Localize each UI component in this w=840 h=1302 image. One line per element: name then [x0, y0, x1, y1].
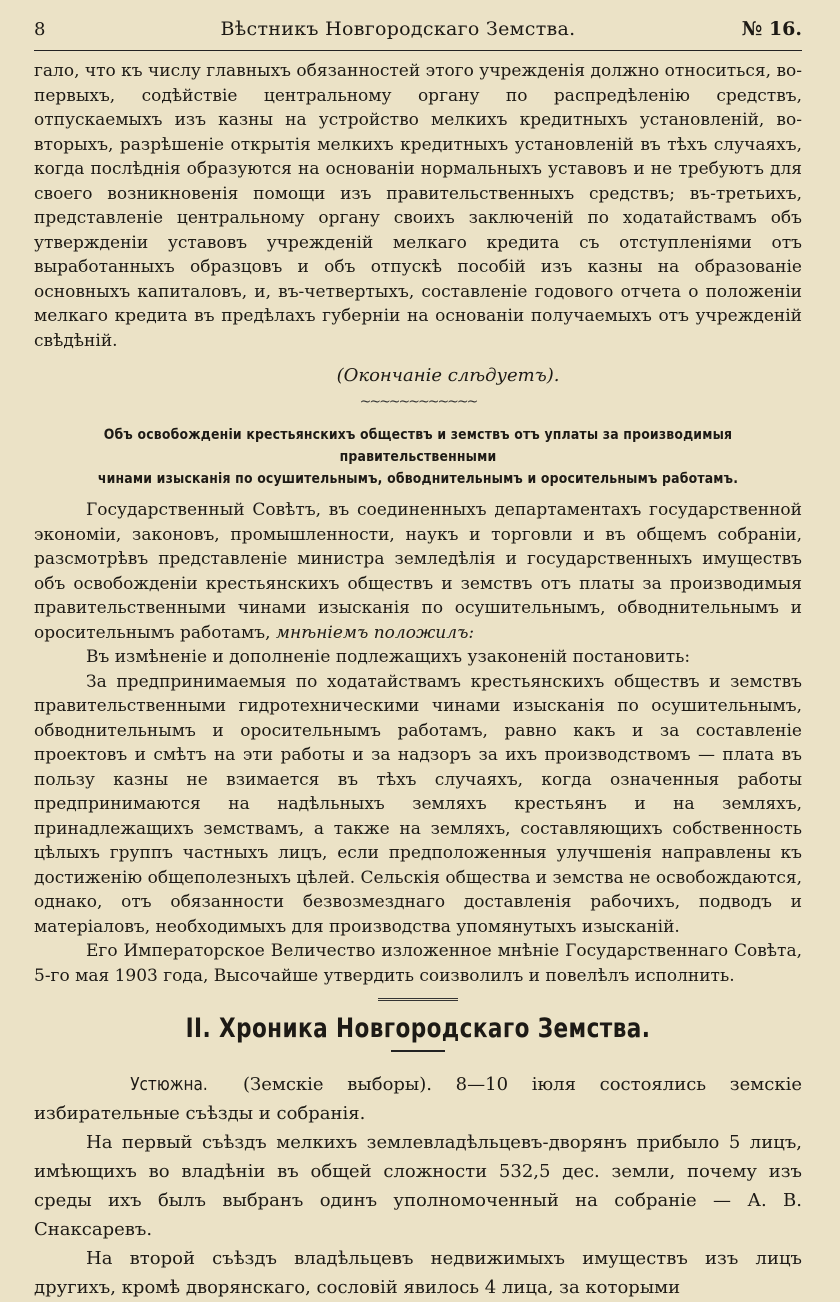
intro-paragraph: гало, что къ числу главныхъ обязанностей этого учрежденія должно относиться, во-первыхъ, содѣйствіе центральному органу по распредѣленію средствъ, отпускаемыхъ изъ казны на устройство мелкихъ кредитныхъ установленій, во-вторыхъ, разрѣшеніе открытія мелкихъ кредитныхъ установленій въ тѣхъ случаяхъ, когда послѣднія образуются на основаніи нормальныхъ уставовъ и не требуютъ для своего возникновенія помощи изъ правительственныхъ средствъ; въ-третьихъ, представленіе центральному органу своихъ заключеній по ходатайствамъ объ утвержденіи уставовъ учрежденій мелкаго кредита съ отступленіями отъ выработанныхъ образцовъ и объ отпускѣ пособій изъ казны на образованіе основныхъ капиталовъ, и, въ-четвертыхъ, составленіе годового отчета о положеніи мелкаго кредита въ предѣлахъ губерніи на основаніи получаемыхъ отъ учрежденій свѣдѣній. [34, 61, 802, 351]
journal-title: Вѣстникъ Новгородскаго Земства. [220, 18, 576, 40]
news-block [34, 1070, 802, 1302]
decree-paragraph-3: За предпринимаемыя по ходатайствамъ крестьянскихъ обществъ и земствъ правительственными гидротехническими чинами изысканія по осушительнымъ, обводнительнымъ и оросительнымъ работамъ, равно какъ и за составленіе проектовъ и смѣтъ на эти работы и за надзоръ за ихъ производствомъ — плата въ пользу казны не взимается въ тѣхъ случаяхъ, когда означенныя работы предпринимаются на надѣльныхъ земляхъ крестьянъ и на земляхъ, принадлежащихъ земствамъ, а также на земляхъ, составляющихъ собственность цѣлыхъ группъ частныхъ лицъ, если предположенныя улучшенія направлены къ достиженію общеполезныхъ цѣлей. Сельскія общества и земства не освобождаются, однако, отъ обязанности безвозмезднаго доставленія рабочихъ, подводъ и матеріаловъ, необходимыхъ для производства упомянутыхъ изысканій. [34, 671, 802, 937]
decree-paragraph-1 [34, 498, 802, 645]
news-paragraph-1 [34, 1070, 802, 1128]
running-header [34, 18, 802, 46]
decree-opinion-phrase: мнѣніемъ положилъ: [275, 622, 475, 643]
decree-heading-line-2: чинами изысканія по осушительнымъ, обводнительнымъ и оросительнымъ работамъ. [97, 471, 739, 487]
decree-paragraph-2: Въ измѣненіе и дополненіе подлежащихъ узаконеній постановить: [86, 647, 691, 667]
news-place-name: Устюжна. [130, 1074, 208, 1095]
decree-paragraph-1-text: Государственный Совѣтъ, въ соединенныхъ департаментахъ государственной экономіи, законовъ, промышленности, наукъ и торговли и въ общемъ собраніи, разсмотрѣвъ представленіе министра земледѣлія и государственныхъ имуществъ объ освобожденіи крестьянскихъ обществъ и земствъ отъ платы за производимыя правительственными чинами изысканія по осушительнымъ, обводнительнымъ и оросительнымъ работамъ, [34, 500, 802, 643]
double-rule-divider [378, 998, 458, 1003]
issue-number: № 16. [741, 18, 802, 40]
decree-heading [36, 424, 800, 490]
wave-divider: ~~~~~~~~~~~~ [359, 394, 477, 410]
decree-heading-line-1: Объ освобожденіи крестьянскихъ обществъ и земствъ отъ уплаты за производимыя правительственными [103, 427, 733, 465]
news-paragraph-2: На первый съѣздъ мелкихъ землевладѣльцевъ-дворянъ прибыло 5 лицъ, имѣющихъ во владѣніи въ общей сложности 532,5 дес. земли, почему изъ среды ихъ былъ выбранъ одинъ уполномоченный на собраніе — А. В. Снаксаревъ. [34, 1132, 802, 1240]
news-paragraph-1-text: (Земскіе выборы). 8—10 іюля состоялись земскіе избирательные съѣзды и собранія. [34, 1074, 802, 1124]
section-underline [391, 1050, 445, 1052]
page-number: 8 [34, 19, 46, 40]
news-paragraph-3: На второй съѣздъ владѣльцевъ недвижимыхъ имуществъ изъ лицъ другихъ, кромѣ дворянскаго, сословій явилось 4 лица, за которыми [34, 1248, 802, 1298]
decree-paragraph-4: Его Императорское Величество изложенное мнѣніе Государственнаго Совѣта, 5-го мая 1903 года, Высочайше утвердить соизволилъ и повелѣлъ исполнить. [34, 941, 802, 986]
section-heading: II. Хроника Новгородскаго Земства. [185, 1013, 651, 1044]
to-be-continued-note: (Окончаніе слѣдуетъ). [336, 365, 560, 386]
header-rule [34, 50, 802, 51]
